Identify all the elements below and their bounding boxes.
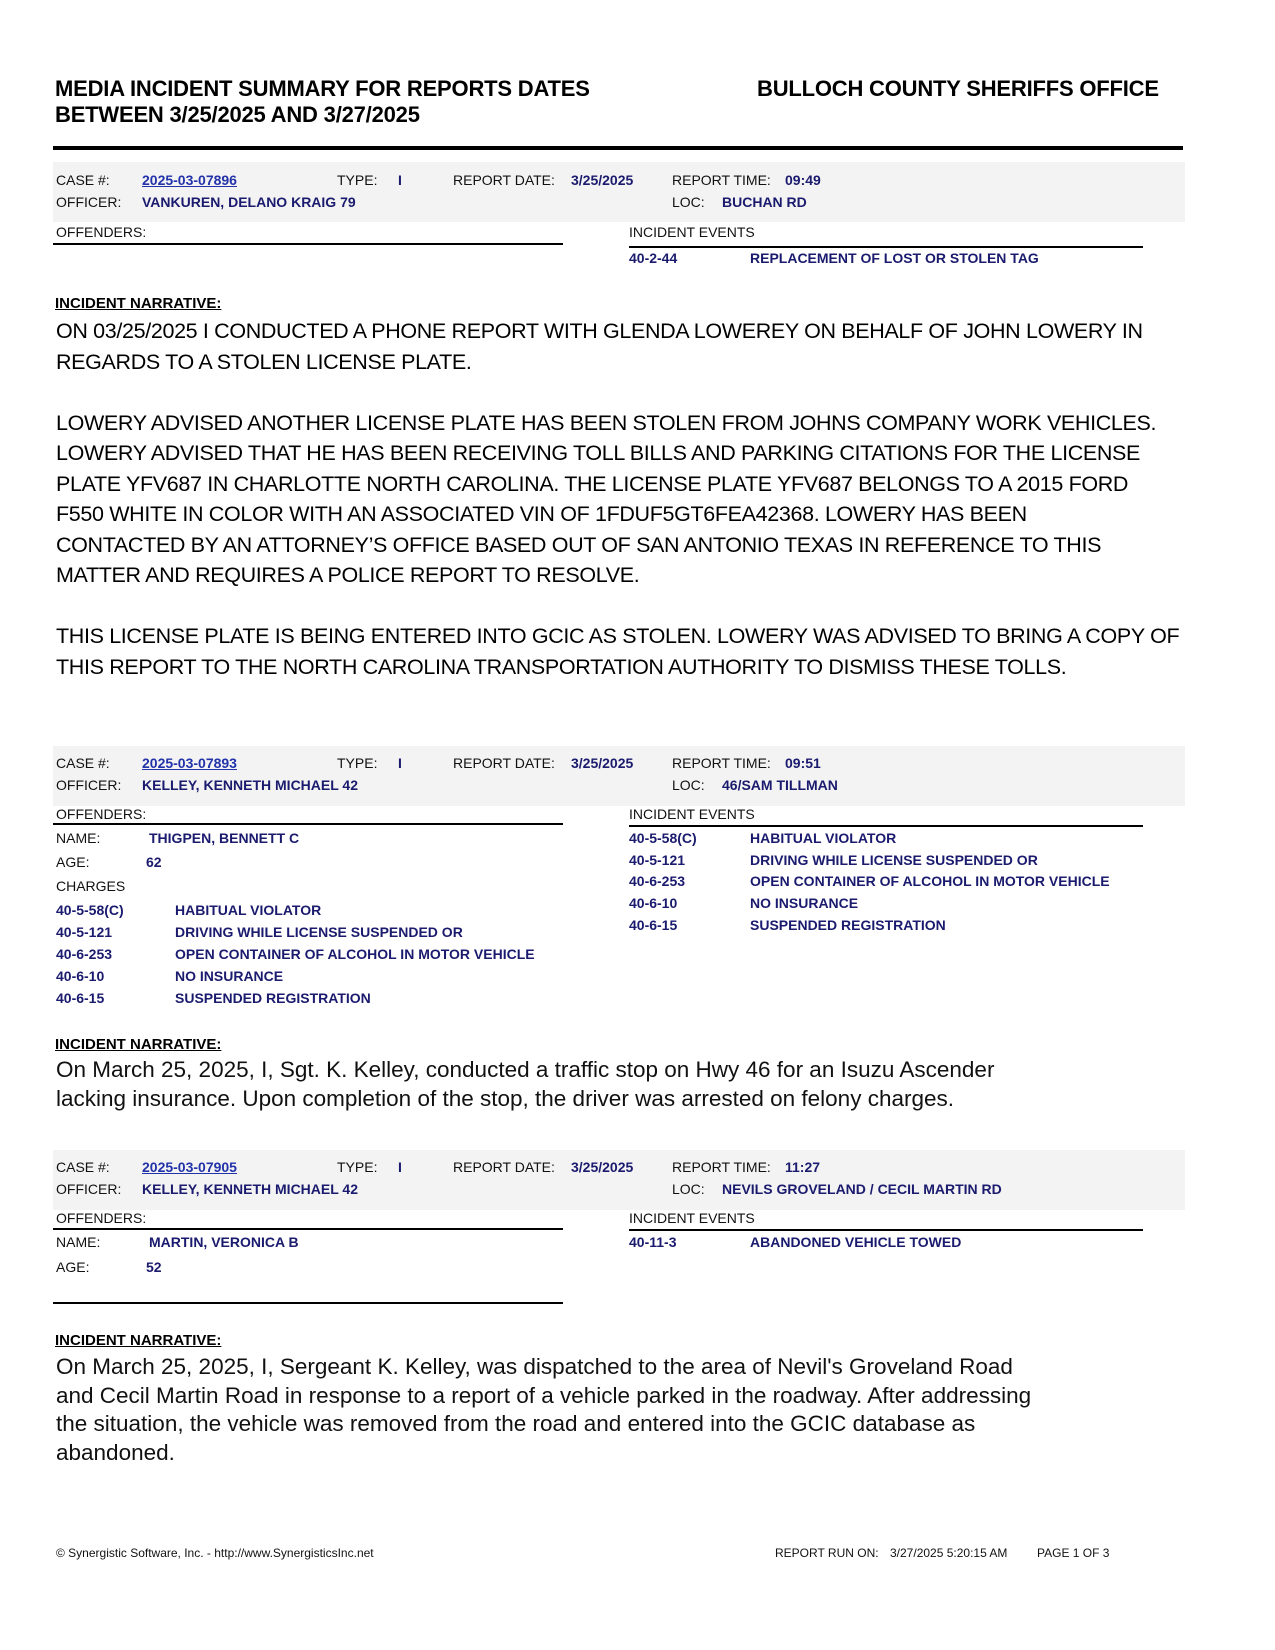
footer-report-run-label: REPORT RUN ON: — [775, 1546, 879, 1560]
event-description: ABANDONED VEHICLE TOWED — [750, 1234, 962, 1250]
narrative-heading: INCIDENT NARRATIVE: — [55, 1332, 222, 1349]
name-label: NAME: — [56, 1234, 101, 1250]
event-code: 40-2-44 — [629, 250, 678, 266]
offender-name: MARTIN, VERONICA B — [149, 1234, 299, 1250]
narrative-heading: INCIDENT NARRATIVE: — [55, 1036, 222, 1053]
events-underline — [629, 825, 1143, 827]
offenders-underline — [53, 823, 563, 825]
event-description: NO INSURANCE — [750, 895, 859, 911]
report-time-label: REPORT TIME: — [672, 1159, 771, 1175]
footer-page-number: PAGE 1 OF 3 — [1037, 1546, 1110, 1560]
type-label: TYPE: — [337, 1159, 378, 1175]
report-time-value: 09:49 — [785, 172, 821, 188]
charge-description: DRIVING WHILE LICENSE SUSPENDED OR — [175, 924, 463, 940]
type-label: TYPE: — [337, 172, 378, 188]
case-number-link[interactable]: 2025-03-07896 — [142, 172, 237, 188]
loc-value: NEVILS GROVELAND / CECIL MARTIN RD — [722, 1181, 1002, 1197]
charge-description: SUSPENDED REGISTRATION — [175, 990, 371, 1006]
incident-events-label: INCIDENT EVENTS — [629, 806, 755, 822]
offenders-underline — [53, 243, 563, 245]
charge-description: HABITUAL VIOLATOR — [175, 902, 322, 918]
header-divider — [53, 146, 1183, 150]
event-code: 40-5-121 — [629, 852, 686, 868]
offender-age: 52 — [146, 1259, 162, 1275]
offenders-label: OFFENDERS: — [56, 224, 147, 240]
name-label: NAME: — [56, 830, 101, 846]
loc-label: LOC: — [672, 194, 705, 210]
report-time-value: 11:27 — [785, 1159, 821, 1175]
offender-age: 62 — [146, 854, 162, 870]
narrative-text: ON 03/25/2025 I CONDUCTED A PHONE REPORT WITH GLENDA LOWEREY ON BEHALF OF JOHN LOWERY IN REGARDS TO A STOLEN LICENSE PLATE. LOWERY ADVISED ANOTHER LICENSE PLATE HAS BEEN STOLEN FROM JOHNS COMPANY WORK VEHICLES. LOWERY ADVISED THAT HE HAS BEEN RECEIVING TOLL BILLS AND PARKING CITATIONS FOR THE LICENSE PLATE YFV687 IN CHARLOTTE NORTH CAROLINA. THE LICENSE PLATE YFV687 BELONGS TO A 2015 FORD F550 WHITE IN COLOR WITH AN ASSOCIATED VIN OF 1FDUF5GT6FEA42368. LOWERY HAS BEEN CONTACTED BY AN ATTORNEY’S OFFICE BASED OUT OF SAN ANTONIO TEXAS IN REFERENCE TO THIS MATTER AND REQUIRES A POLICE REPORT TO RESOLVE. THIS LICENSE PLATE IS BEING ENTERED INTO GCIC AS STOLEN. LOWERY WAS ADVISED TO BRING A COPY OF THIS REPORT TO THE NORTH CAROLINA TRANSPORTATION AUTHORITY TO DISMISS THESE TOLLS. — [56, 319, 1180, 679]
events-underline — [629, 1229, 1143, 1231]
type-value: I — [398, 172, 402, 188]
charge-code: 40-6-15 — [56, 990, 105, 1006]
officer-value: VANKUREN, DELANO KRAIG 79 — [142, 194, 356, 210]
loc-label: LOC: — [672, 1181, 705, 1197]
age-label: AGE: — [56, 854, 90, 870]
events-underline — [629, 246, 1143, 248]
case-label: CASE #: — [56, 172, 110, 188]
charge-code: 40-5-121 — [56, 924, 113, 940]
report-date-label: REPORT DATE: — [453, 172, 555, 188]
case-number-link[interactable]: 2025-03-07905 — [142, 1159, 237, 1175]
report-date-label: REPORT DATE: — [453, 1159, 555, 1175]
incident-events-label: INCIDENT EVENTS — [629, 1210, 755, 1226]
offenders-underline — [53, 1228, 563, 1230]
event-code: 40-11-3 — [629, 1234, 677, 1250]
narrative-heading: INCIDENT NARRATIVE: — [55, 295, 222, 312]
report-title-line1: MEDIA INCIDENT SUMMARY FOR REPORTS DATES — [55, 76, 590, 101]
report-time-label: REPORT TIME: — [672, 172, 771, 188]
report-date-value: 3/25/2025 — [571, 172, 634, 188]
charges-label: CHARGES — [56, 878, 126, 894]
report-title-line2: BETWEEN 3/25/2025 AND 3/27/2025 — [55, 102, 420, 127]
event-description: OPEN CONTAINER OF ALCOHOL IN MOTOR VEHICLE — [750, 873, 1110, 889]
type-value: I — [398, 1159, 402, 1175]
offenders-label: OFFENDERS: — [56, 806, 147, 822]
officer-label: OFFICER: — [56, 194, 122, 210]
loc-label: LOC: — [672, 777, 705, 793]
event-code: 40-6-253 — [629, 873, 686, 889]
event-description: REPLACEMENT OF LOST OR STOLEN TAG — [750, 250, 1039, 266]
report-date-label: REPORT DATE: — [453, 755, 555, 771]
case-label: CASE #: — [56, 755, 110, 771]
footer-report-run-value: 3/27/2025 5:20:15 AM — [890, 1546, 1008, 1560]
type-label: TYPE: — [337, 755, 378, 771]
charge-code: 40-5-58(C) — [56, 902, 124, 918]
officer-value: KELLEY, KENNETH MICHAEL 42 — [142, 777, 358, 793]
officer-label: OFFICER: — [56, 1181, 122, 1197]
charge-description: OPEN CONTAINER OF ALCOHOL IN MOTOR VEHICLE — [175, 946, 535, 962]
charge-code: 40-6-10 — [56, 968, 105, 984]
charge-code: 40-6-253 — [56, 946, 113, 962]
offenders-label: OFFENDERS: — [56, 1210, 147, 1226]
case-info-band — [53, 162, 1185, 222]
event-code: 40-6-10 — [629, 895, 678, 911]
event-description: HABITUAL VIOLATOR — [750, 830, 897, 846]
loc-value: BUCHAN RD — [722, 194, 807, 210]
case-number-link[interactable]: 2025-03-07893 — [142, 755, 237, 771]
report-date-value: 3/25/2025 — [571, 755, 634, 771]
officer-value: KELLEY, KENNETH MICHAEL 42 — [142, 1181, 358, 1197]
offender-section-end-line — [53, 1302, 563, 1304]
age-label: AGE: — [56, 1259, 90, 1275]
incident-events-label: INCIDENT EVENTS — [629, 224, 755, 240]
officer-label: OFFICER: — [56, 777, 122, 793]
report-time-label: REPORT TIME: — [672, 755, 771, 771]
loc-value: 46/SAM TILLMAN — [722, 777, 838, 793]
narrative-text: On March 25, 2025, I, Sgt. K. Kelley, conducted a traffic stop on Hwy 46 for an Isuzu Ascender lacking insurance. Upon completion of the stop, the driver was arrested on felony charges. — [56, 1057, 995, 1111]
report-time-value: 09:51 — [785, 755, 821, 771]
event-code: 40-5-58(C) — [629, 830, 697, 846]
charge-description: NO INSURANCE — [175, 968, 284, 984]
event-description: SUSPENDED REGISTRATION — [750, 917, 946, 933]
report-date-value: 3/25/2025 — [571, 1159, 634, 1175]
narrative-text: On March 25, 2025, I, Sergeant K. Kelley, was dispatched to the area of Nevil's Groveland Road and Cecil Martin Road in response to a report of a vehicle parked in the roadway. After addressing the situation, the vehicle was removed from the road and entered into the GCIC database as abandoned. — [56, 1354, 1032, 1465]
type-value: I — [398, 755, 402, 771]
footer-copyright: © Synergistic Software, Inc. - http://www.SynergisticsInc.net — [56, 1546, 374, 1560]
offender-name: THIGPEN, BENNETT C — [149, 830, 300, 846]
event-code: 40-6-15 — [629, 917, 678, 933]
agency-name: BULLOCH COUNTY SHERIFFS OFFICE — [757, 76, 1159, 101]
event-description: DRIVING WHILE LICENSE SUSPENDED OR — [750, 852, 1038, 868]
case-label: CASE #: — [56, 1159, 110, 1175]
